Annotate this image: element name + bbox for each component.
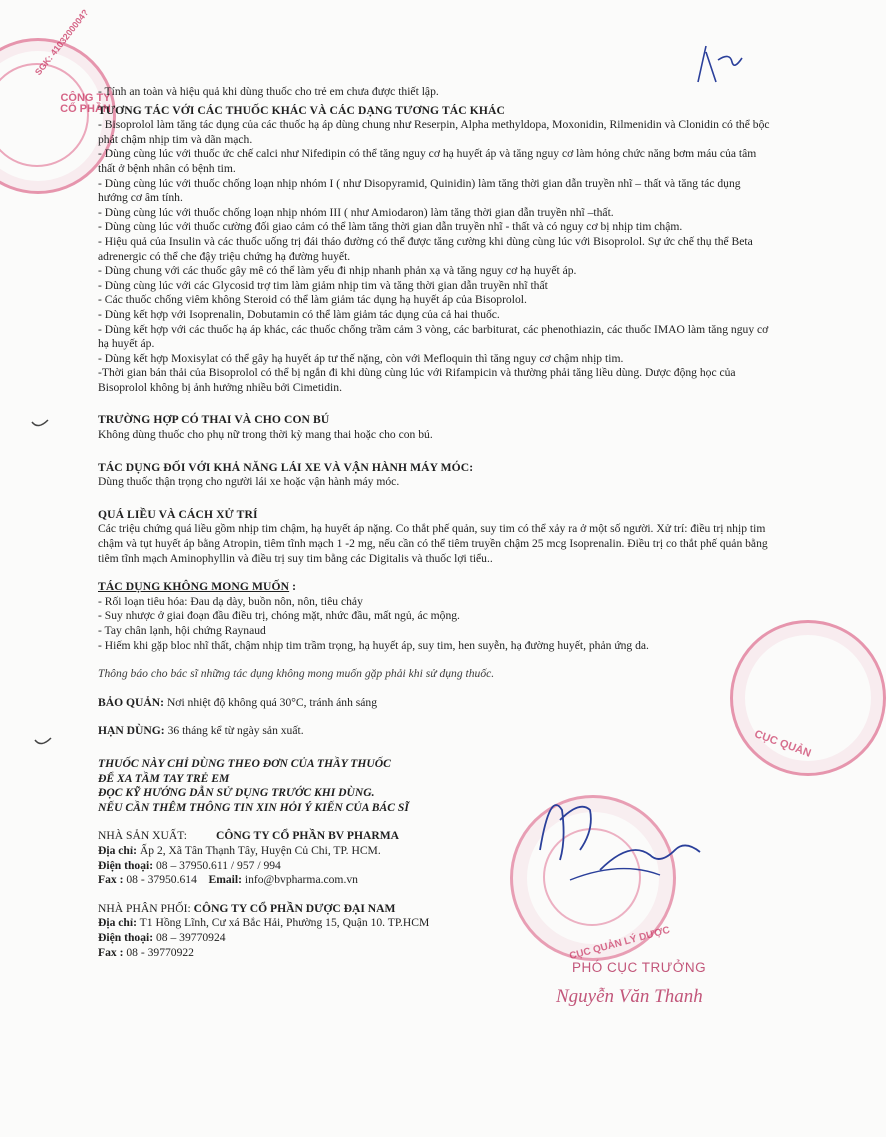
- interaction-item: - Dùng kết hợp Moxisylat có thể gây hạ huyết áp tư thế nặng, còn với Mefloquin thì tăng nguy cơ chậm nhịp tim.: [98, 351, 624, 365]
- side-effects-heading: TÁC DỤNG KHÔNG MONG MUỐN: [98, 580, 290, 594]
- distributor-phone: 08 – 39770924: [155, 930, 226, 944]
- pregnancy-heading: TRƯỜNG HỢP CÓ THAI VÀ CHO CON BÚ: [98, 413, 330, 427]
- check-mark-icon: [30, 418, 50, 430]
- manufacturer-address-line: [98, 844, 770, 859]
- manufacturer-line: [98, 829, 770, 844]
- interaction-item: - Bisoprolol làm tăng tác dụng của các thuốc hạ áp dùng chung như Reserpin, Alpha methyldopa, Moxonidin, Rilmenidin và Clonidin có thể bộc phát chậm nhịp tim và dãn mạch.: [98, 118, 770, 146]
- warning-line: ĐỂ XA TẦM TAY TRẺ EM: [98, 771, 230, 785]
- storage-line: [98, 696, 770, 711]
- expiry-text: 36 tháng kể từ ngày sản xuất.: [167, 724, 304, 738]
- interaction-item: - Dùng cùng lúc với các Glycosid trợ tim làm giảm nhịp tim và tăng thời gian dẫn truyền nhĩ thất: [98, 278, 548, 292]
- side-effect-item: - Rối loạn tiêu hóa: Đau dạ dày, buồn nôn, nôn, tiêu chảy: [98, 594, 363, 608]
- address-label: Địa chỉ:: [98, 916, 137, 930]
- distributor-phone-line: [98, 931, 770, 946]
- distributor-fax-line: [98, 946, 770, 961]
- distributor-block: [98, 901, 770, 963]
- interaction-item: - Các thuốc chống viêm không Steroid có thể làm giảm tác dụng hạ huyết áp của Bisoprolol.: [98, 293, 527, 307]
- manufacturer-phone: 08 – 37950.611 / 957 / 994: [155, 858, 281, 872]
- stamp-center-text: CÔNG TY CỔ PHẦN: [60, 92, 111, 115]
- distributor-name: CÔNG TY CỔ PHẦN DƯỢC ĐẠI NAM: [193, 901, 396, 915]
- manufacturer-block: [98, 829, 770, 887]
- distributor-fax: 08 - 39770922: [126, 945, 194, 959]
- pregnancy-text: Không dùng thuốc cho phụ nữ trong thời kỳ mang thai hoặc cho con bú.: [98, 428, 433, 442]
- interaction-item: - Dùng kết hợp với các thuốc hạ áp khác, các thuốc chống trầm cảm 3 vòng, các barbiturat, các phenothiazin, các thuốc IMAO làm tăng nguy cơ hạ huyết áp.: [98, 322, 769, 351]
- stamp-sign-text: CỤC QUẢN LÝ DƯỢC: [568, 924, 672, 963]
- expiry-label: HẠN DÙNG:: [98, 724, 165, 738]
- storage-text: Nơi nhiệt độ không quá 30°C, tránh ánh sáng: [166, 695, 378, 709]
- interactions-heading: TƯƠNG TÁC VỚI CÁC THUỐC KHÁC VÀ CÁC DẠNG TƯƠNG TÁC KHÁC: [98, 103, 505, 117]
- distributor-line: [98, 902, 770, 917]
- stamp-right-text: CỤC QUẢN: [752, 728, 813, 760]
- phone-label: Điện thoại:: [98, 858, 154, 872]
- manufacturer-label: NHÀ SẢN XUẤT:: [98, 829, 187, 843]
- address-label: Địa chỉ:: [98, 843, 137, 857]
- warning-line: NẾU CẦN THÊM THÔNG TIN XIN HỎI Ý KIẾN CỦA BÁC SĨ: [98, 800, 409, 814]
- side-effect-item: - Hiếm khi gặp bloc nhĩ thất, chậm nhịp tim trầm trọng, hạ huyết áp, suy tim, hen suyễn, hạ đường huyết, phản ứng da.: [98, 638, 649, 652]
- document-body: [98, 85, 770, 963]
- check-mark-icon: [33, 736, 53, 748]
- side-effects-heading-suffix: :: [289, 580, 297, 594]
- stamp-ring-text: SGK: 4103200004?: [33, 7, 91, 78]
- manufacturer-name: CÔNG TY CỔ PHẦN BV PHARMA: [216, 829, 400, 843]
- distributor-address-line: [98, 916, 770, 931]
- pediatric-safety-line: - Tính an toàn và hiệu quả khi dùng thuốc cho trẻ em chưa được thiết lập.: [98, 85, 439, 98]
- prescription-warnings: [98, 757, 770, 815]
- side-effect-item: - Tay chân lạnh, hội chứng Raynaud: [98, 624, 266, 637]
- interaction-item: - Dùng cùng lúc với thuốc chống loạn nhịp nhóm I ( như Disopyramid, Quinidin) làm tăng thời gian dẫn truyền nhĩ – thất và tăng tác dụng hướng cơ âm tính.: [98, 176, 741, 205]
- interaction-item: - Hiệu quả của Insulin và các thuốc uống trị đái tháo đường có thể được tăng cường khi dùng cùng lúc với Bisoprolol. Sự ức chế thụ thể Beta adrenergic có thể che đậy triệu chứng hạ đường huyết.: [98, 234, 753, 263]
- distributor-label: NHÀ PHÂN PHỐI:: [98, 901, 191, 915]
- warning-line: THUỐC NÀY CHỈ DÙNG THEO ĐƠN CỦA THẦY THUỐC: [98, 756, 391, 770]
- overdose-text: Các triệu chứng quá liều gồm nhịp tim chậm, hạ huyết áp nặng. Co thắt phế quản, suy tim có thể xảy ra ở một số người. Xử trí: điều trị nhịp tim chậm và tụt huyết áp bằng Atropin, tiêm tĩnh mạch 1 -2 mg, nếu cần có thể tiêm truyền chậm 25 mcg Isoprenalin. Điều trị co thắt phế quản bằng tiêm tĩnh mạch Aminophyllin và điều trị suy tim bằng các Digitalis và thuốc lợi tiểu..: [98, 522, 768, 565]
- phone-label: Điện thoại:: [98, 930, 154, 944]
- driving-heading: TÁC DỤNG ĐỐI VỚI KHẢ NĂNG LÁI XE VÀ VẬN HÀNH MÁY MÓC:: [98, 460, 474, 474]
- manufacturer-fax-line: [98, 873, 770, 888]
- warning-line: ĐỌC KỸ HƯỚNG DẪN SỬ DỤNG TRƯỚC KHI DÙNG.: [98, 786, 375, 800]
- email-label: Email:: [208, 873, 242, 887]
- signer-name: Nguyễn Văn Thanh: [556, 986, 703, 1007]
- driving-text: Dùng thuốc thận trọng cho người lái xe hoặc vận hành máy móc.: [98, 475, 400, 489]
- interaction-item: - Dùng cùng lúc với thuốc cường đối giao cảm có thể làm tăng thời gian dẫn truyền nhĩ - thất và có nguy cơ bị nhịp tim chậm.: [98, 220, 683, 234]
- side-effects-heading-row: [98, 580, 770, 595]
- manufacturer-phone-line: [98, 859, 770, 874]
- expiry-line: [98, 724, 770, 739]
- manufacturer-fax: 08 - 37950.614: [126, 873, 197, 887]
- fax-label: Fax :: [98, 873, 124, 887]
- interaction-item: - Dùng cùng lúc với thuốc ức chế calci như Nifedipin có thể tăng nguy cơ hạ huyết áp và tăng nguy cơ làm hỏng chức năng bơm máu của tâm thất ở bệnh nhân có bệnh tim.: [98, 147, 757, 175]
- distributor-address: T1 Hồng Lĩnh, Cư xá Bắc Hải, Phường 15, Quận 10. TP.HCM: [139, 916, 430, 930]
- fax-label: Fax :: [98, 945, 124, 959]
- storage-label: BẢO QUẢN:: [98, 695, 165, 709]
- interaction-item: -Thời gian bán thải của Bisoprolol có thể bị ngắn đi khi dùng cùng lúc với Rifampicin và thường phải tăng liều dùng. Dược động học của Bisoprolol không bị ảnh hưởng nhiều bởi Cimetidin.: [98, 366, 736, 394]
- interactions-list: [98, 118, 770, 395]
- side-effect-item: - Suy nhược ở giai đoạn đầu điều trị, chóng mặt, nhức đầu, mất ngủ, ác mộng.: [98, 609, 460, 623]
- side-effects-note: Thông báo cho bác sĩ những tác dụng không mong muốn gặp phải khi sử dụng thuốc.: [98, 667, 495, 681]
- overdose-heading: QUÁ LIỀU VÀ CÁCH XỬ TRÍ: [98, 507, 258, 521]
- interaction-item: - Dùng kết hợp với Isoprenalin, Dobutamin có thể làm giảm tác dụng của cả hai thuốc.: [98, 307, 500, 321]
- signer-title: PHÓ CỤC TRƯỞNG: [572, 960, 707, 975]
- manufacturer-address: Ấp 2, Xã Tân Thạnh Tây, Huyện Củ Chi, TP. HCM.: [139, 843, 381, 857]
- interaction-item: - Dùng chung với các thuốc gây mê có thể làm yếu đi nhịp nhanh phản xạ và tăng nguy cơ hạ huyết áp.: [98, 264, 577, 278]
- manufacturer-email: info@bvpharma.com.vn: [244, 873, 358, 887]
- interaction-item: - Dùng cùng lúc với thuốc chống loạn nhịp nhóm III ( như Amiodaron) làm tăng thời gian dẫn truyền nhĩ –thất.: [98, 205, 614, 219]
